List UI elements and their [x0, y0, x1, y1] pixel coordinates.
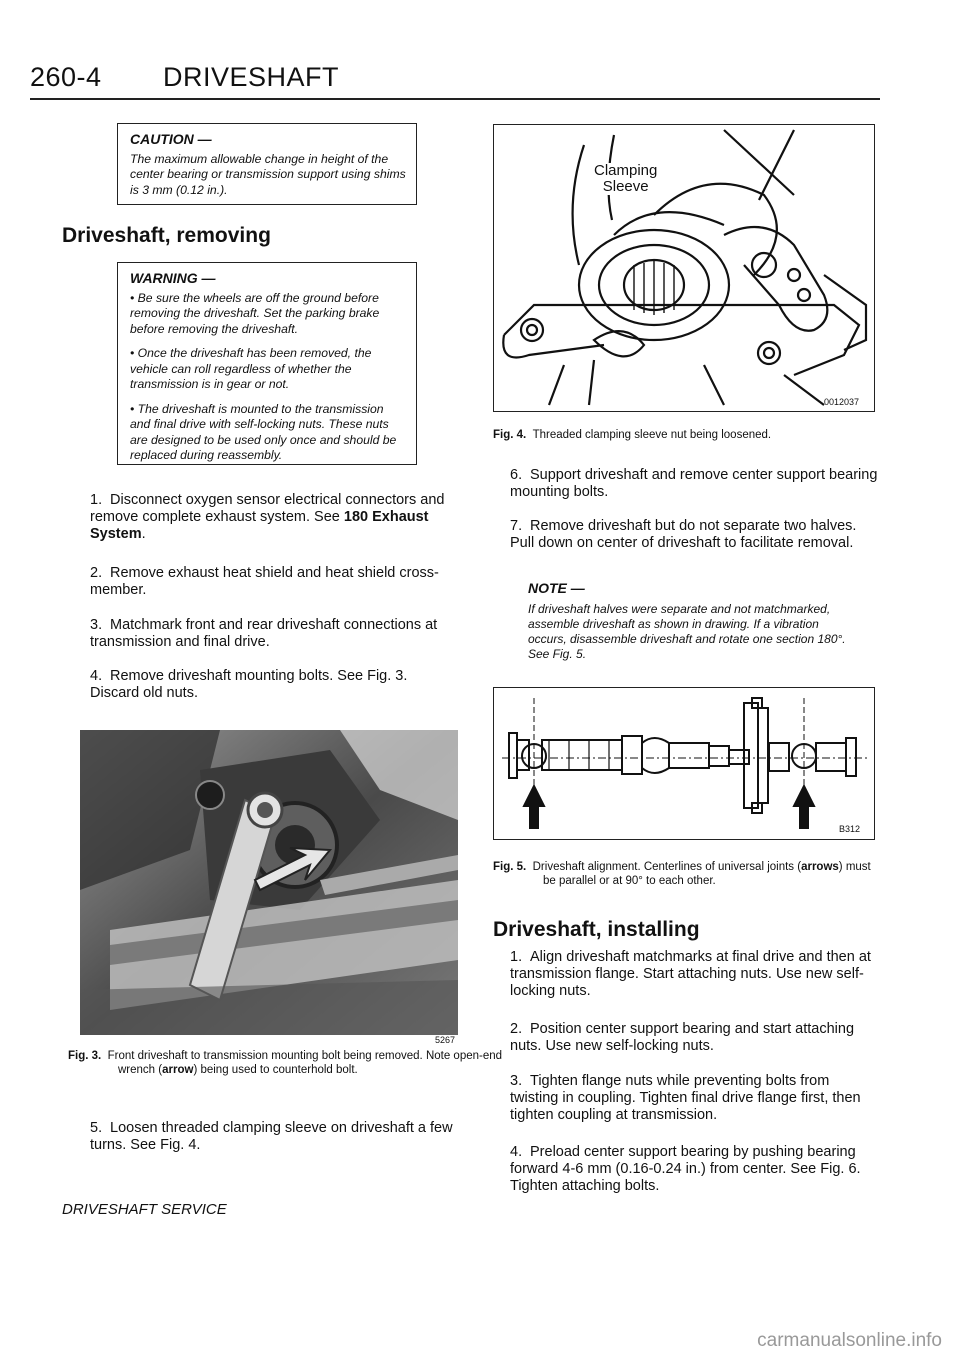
fig3-code: 5267: [435, 1035, 456, 1045]
fig5-caption: Fig. 5. Driveshaft alignment. Centerlines of universal joints (arrows) must be parallel or at 90° to each other.: [493, 861, 871, 887]
note-title: NOTE —: [528, 580, 585, 596]
fig4-caption: Fig. 4. Threaded clamping sleeve nut being loosened.: [493, 429, 772, 441]
fig3-photo: [80, 730, 458, 1035]
warning-box: [117, 262, 417, 465]
step-item: 5. Loosen threaded clamping sleeve on driveshaft a few turns. See Fig. 4.: [90, 1120, 453, 1153]
step-item: 3. Tighten flange nuts while preventing bolts from twisting in coupling. Tighten final drive flange first, then tighten coupling at transmission.: [510, 1073, 861, 1123]
removing-heading: Driveshaft, removing: [62, 224, 271, 247]
fig5-drawing: [493, 687, 875, 840]
fig3-caption: Fig. 3. Front driveshaft to transmission mounting bolt being removed. Note open-end wrench (arrow) being used to counterhold bolt.: [68, 1050, 503, 1076]
step-item: 2. Remove exhaust heat shield and heat shield cross-member.: [90, 565, 439, 598]
fig5-code: B312: [839, 824, 861, 834]
caution-text: The maximum allowable change in height of the center bearing or transmission support using shims is 3 mm (0.12 in.).: [130, 151, 406, 197]
fig4-code: 0012037: [824, 397, 860, 407]
fig4-label: Clamping Sleeve: [594, 162, 658, 195]
fig3-photo-drawing: [80, 730, 458, 1035]
step-item: 2. Position center support bearing and start attaching nuts. Use new self-locking nuts.: [510, 1021, 855, 1054]
step-item: 4. Preload center support bearing by pushing bearing forward 4-6 mm (0.16-0.24 in.) from center. See Fig. 6. Tighten attaching bolts.: [510, 1144, 861, 1194]
installing-heading: Driveshaft, installing: [493, 918, 700, 941]
footer-text: DRIVESHAFT SERVICE: [62, 1201, 227, 1218]
fig4-drawing: [493, 124, 875, 412]
step-item: 1. Disconnect oxygen sensor electrical connectors and remove complete exhaust system. See 180 Exhaust System.: [90, 492, 445, 542]
warning-item: • Once the driveshaft has been removed, the vehicle can roll regardless of whether the transmission is in gear or not.: [130, 346, 372, 391]
warning-title: WARNING —: [130, 270, 216, 286]
page-number: 260-4: [30, 62, 102, 92]
warning-item: • Be sure the wheels are off the ground before removing the driveshaft. Set the parking brake before removing the driveshaft.: [130, 290, 380, 336]
fig4-illustration: [494, 125, 875, 412]
step-item: 1. Align driveshaft matchmarks at final drive and then at transmission flange. Start attaching nuts. Use new self-locking nuts.: [510, 949, 871, 999]
warning-item: • The driveshaft is mounted to the transmission and final drive with self-locking nuts. These nuts are designed to be used only once and should be replaced during reassembly.: [130, 401, 397, 462]
step-item: 4. Remove driveshaft mounting bolts. See Fig. 3. Discard old nuts.: [90, 668, 408, 701]
header-rule: [30, 98, 880, 100]
step-item: 3. Matchmark front and rear driveshaft connections at transmission and final drive.: [90, 617, 438, 650]
note-text: If driveshaft halves were separate and not matchmarked, assemble driveshaft as shown in drawing. If a vibration occurs, disassemble driveshaft and rotate one section 180°. See Fig. 5.: [528, 602, 846, 661]
step-item: 7. Remove driveshaft but do not separate two halves. Pull down on center of driveshaft to facilitate removal.: [510, 518, 857, 551]
fig5-illustration: [494, 688, 875, 840]
caution-box: [117, 123, 417, 205]
caution-title: CAUTION —: [130, 131, 212, 147]
step-item: 6. Support driveshaft and remove center support bearing mounting bolts.: [510, 467, 878, 500]
section-title: DRIVESHAFT: [163, 62, 340, 92]
watermark: carmanualsonline.info: [757, 1330, 942, 1351]
